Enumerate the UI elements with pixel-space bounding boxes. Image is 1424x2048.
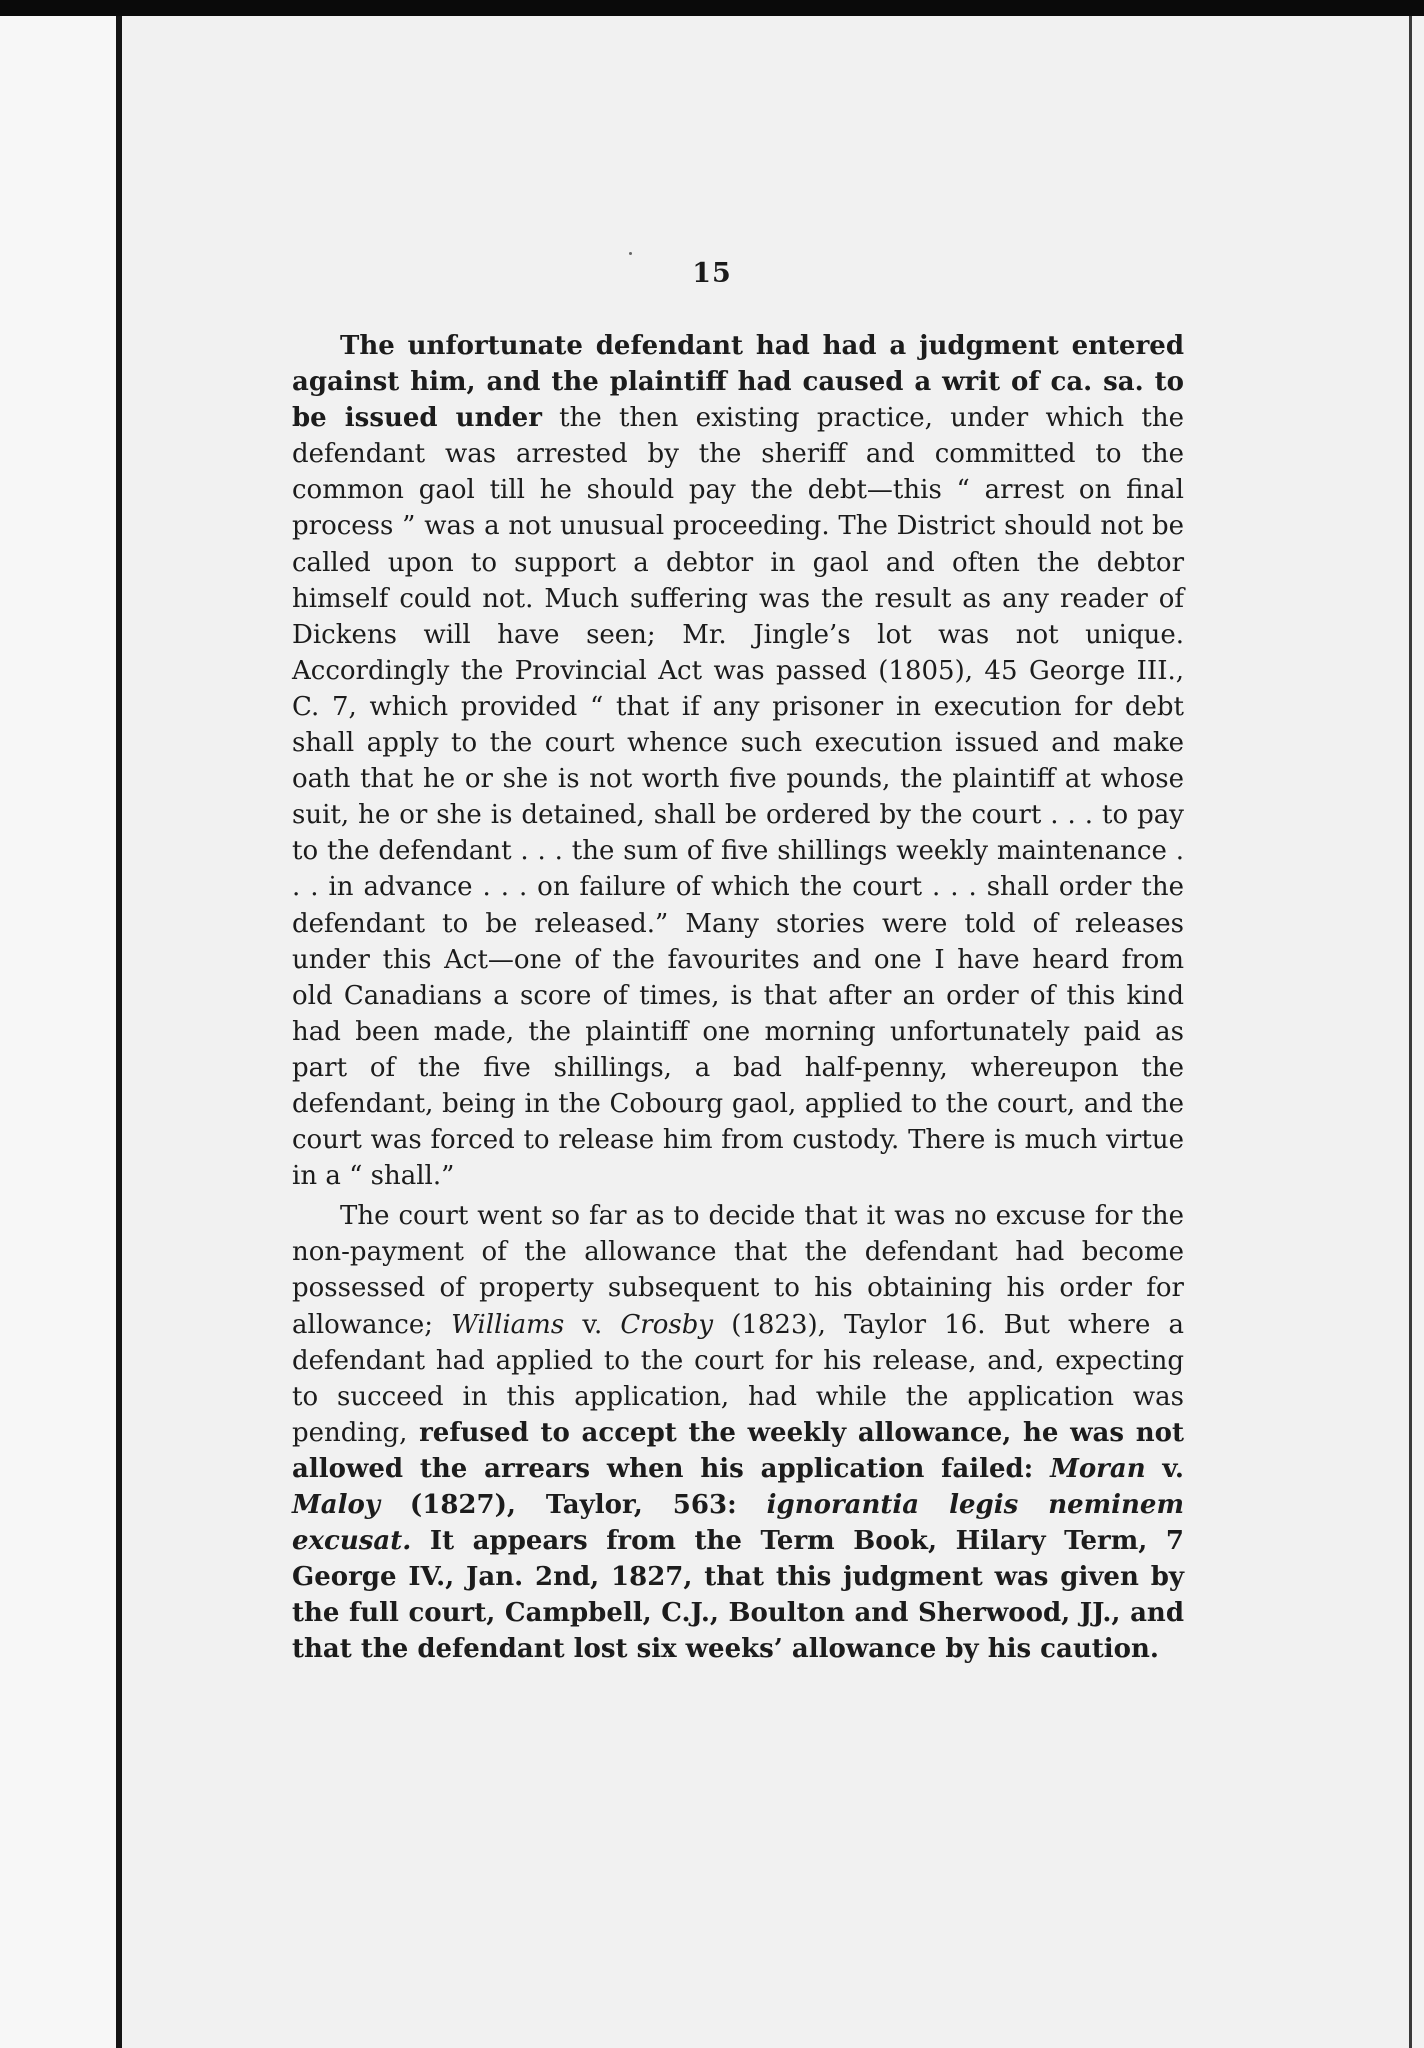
paragraph-2-text-d: (1827), Taylor, 563: [379,1490,767,1520]
versus-1: v. [564,1309,621,1340]
scan-right-strip [1412,16,1424,2048]
body-text [292,328,1184,1667]
paragraph-2-tail [292,1418,1184,1665]
scan-speck [629,252,632,255]
facing-page-margin [0,16,116,2048]
paragraph-1-lead: The unfortunate defendant had had a judgment entered against him, and the plaintiff had caused a writ of ca. sa. to be issued under [292,331,1184,434]
paragraph-2 [292,1198,1184,1667]
paragraph-2-text-e: It appears from the Term Book, Hilary Term, 7 George IV., Jan. 2nd, 1827, that this judgment was given by the full court, Campbell, C.J., Boulton and Sherwood, JJ., and that the defendant lost six weeks’ allowance by his caution. [292,1526,1184,1665]
latin-maxim: ignorantia legis neminem excusat. [292,1490,1184,1557]
paragraph-2-text-c: refused to accept the weekly allowance, he was not allowed the arrears when his application failed: [292,1417,1184,1484]
case-name-moran: Moran [1050,1453,1146,1484]
paragraph-1 [292,328,1184,1194]
case-name-crosby: Crosby [620,1309,714,1340]
scan-top-border [0,0,1424,16]
versus-2: v. [1145,1453,1184,1484]
paragraph-2-text-a: The court went so far as to decide that it was no excuse for the non-payment of the allowance that the defendant had become possessed of property subsequent to his obtaining his order for allowance; [292,1201,1184,1340]
case-name-williams: Williams [451,1309,565,1340]
case-name-maloy: Maloy [292,1490,380,1520]
page-number: 15 [692,258,732,289]
paragraph-1-text: the then existing practice, under which the defendant was arrested by the sheriff and committed to the common gaol till he should pay the debt—this “ arrest on final process ” was a not unusual proceeding. The District should not be called upon to support a debtor in gaol and often the debtor himself could not. Much suffering was the result as any reader of Dickens will have seen; Mr. Jingle’s lot was not unique. Accordingly the Provincial Act was passed (1805), 45 George III., C. 7, which provided “ that if any prisoner in execution for debt shall apply to the court whence such execution issued and make oath that he or she is not worth five pounds, the plaintiff at whose suit, he or she is detained, shall be ordered by the court . . . to pay to the defendant . . . the sum of five shillings weekly maintenance . . . in advance . . . on failure of which the court . . . shall order the defendant to be released.” Many stories were told of releases under this Act—one of the favourites and one I have heard from old Canadians a score of times, is that after an order of this kind had been made, the plaintiff one morning unfortunately paid as part of the five shillings, a bad half-penny, whereupon the defendant, being in the Cobourg gaol, applied to the court, and the court was forced to release him from custody. There is much virtue in a “ shall.” [292,403,1184,1192]
paragraph-2-text-b: (1823), Taylor 16. But where a defendant had applied to the court for his release, and, expecting to succeed in this application, had while the application was pending, [292,1309,1184,1448]
